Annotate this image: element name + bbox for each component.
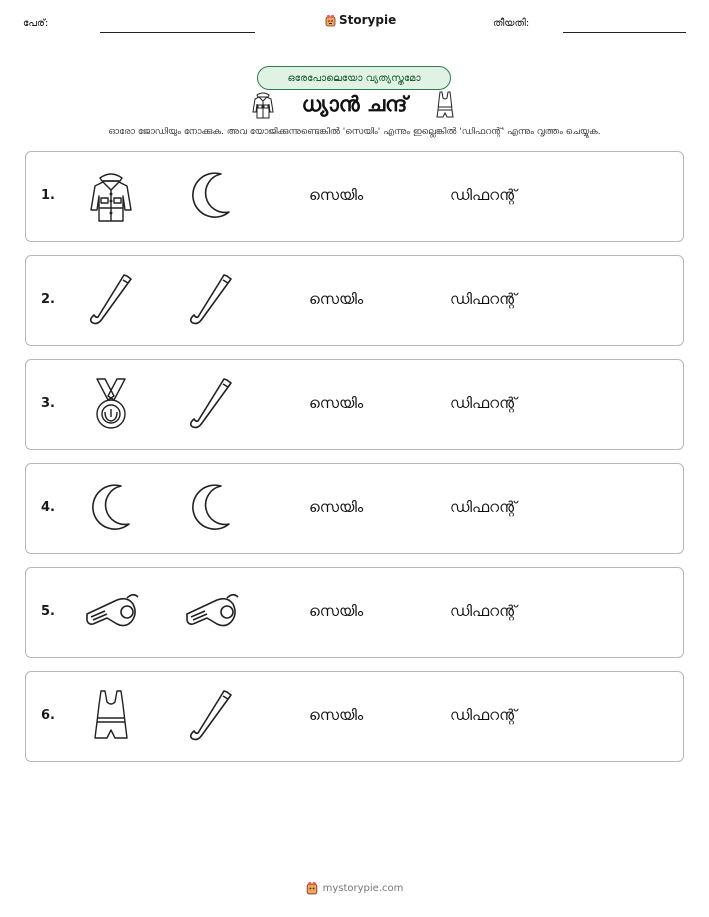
- footer-url: mystorypie.com: [322, 882, 404, 894]
- whistle-icon: [183, 584, 239, 640]
- title-area: [0, 90, 709, 122]
- question-row: [25, 567, 684, 658]
- different-option[interactable]: ഡിഫറന്റ്: [450, 602, 517, 620]
- brand: [325, 13, 396, 27]
- different-option[interactable]: ഡിഫറന്റ്: [450, 186, 517, 204]
- instructions: ഓരോ ജോഡിയും നോക്കുക. അവ യോജിക്കുന്നുണ്ടെങ്കിൽ 'സെയിം' എന്നും ഇല്ലെങ്കിൽ 'ഡിഫറന്റ്' എന്നും വൃത്തം ചെയ്യുക.: [108, 127, 601, 137]
- different-option[interactable]: ഡിഫറന്റ്: [450, 706, 517, 724]
- brand-name: Storypie: [339, 13, 397, 27]
- name-label: പേര്:: [23, 18, 49, 29]
- same-option[interactable]: സെയിം: [309, 186, 364, 204]
- worksheet-type-badge: ഒരേപോലെയോ വ്യത്യസ്തമോ: [257, 66, 451, 90]
- storypie-logo-icon: [325, 14, 336, 27]
- hockey-stick-icon: [183, 376, 239, 432]
- hockey-stick-icon: [83, 272, 139, 328]
- question-number: 4.: [41, 500, 55, 515]
- question-row: [25, 359, 684, 450]
- name-field-line[interactable]: [100, 32, 255, 33]
- question-number: 3.: [41, 396, 55, 411]
- date-label: തീയതി:: [493, 18, 530, 29]
- question-row: [25, 151, 684, 242]
- same-option[interactable]: സെയിം: [309, 290, 364, 308]
- same-option[interactable]: സെയിം: [309, 498, 364, 516]
- worksheet-header: [0, 0, 709, 40]
- hockey-stick-icon: [183, 688, 239, 744]
- same-option[interactable]: സെയിം: [309, 602, 364, 620]
- footer: [0, 881, 709, 895]
- crescent-moon-icon: [183, 480, 239, 536]
- question-number: 5.: [41, 604, 55, 619]
- sports-kit-icon: [83, 688, 139, 744]
- whistle-icon: [83, 584, 139, 640]
- different-option[interactable]: ഡിഫറന്റ്: [450, 498, 517, 516]
- page-title: ധ്യാൻ ചന്ദ്: [301, 92, 408, 116]
- different-option[interactable]: ഡിഫറന്റ്: [450, 394, 517, 412]
- different-option[interactable]: ഡിഫറന്റ്: [450, 290, 517, 308]
- question-number: 1.: [41, 188, 55, 203]
- sports-kit-icon: [434, 90, 456, 120]
- soldier-uniform-icon: [83, 168, 139, 224]
- medal-icon: [83, 376, 139, 432]
- question-row: [25, 255, 684, 346]
- storypie-logo-icon: [306, 881, 318, 895]
- question-number: 6.: [41, 708, 55, 723]
- crescent-moon-icon: [183, 168, 239, 224]
- crescent-moon-icon: [83, 480, 139, 536]
- date-field-line[interactable]: [563, 32, 686, 33]
- same-option[interactable]: സെയിം: [309, 394, 364, 412]
- same-option[interactable]: സെയിം: [309, 706, 364, 724]
- hockey-stick-icon: [183, 272, 239, 328]
- question-row: [25, 463, 684, 554]
- question-row: [25, 671, 684, 762]
- question-number: 2.: [41, 292, 55, 307]
